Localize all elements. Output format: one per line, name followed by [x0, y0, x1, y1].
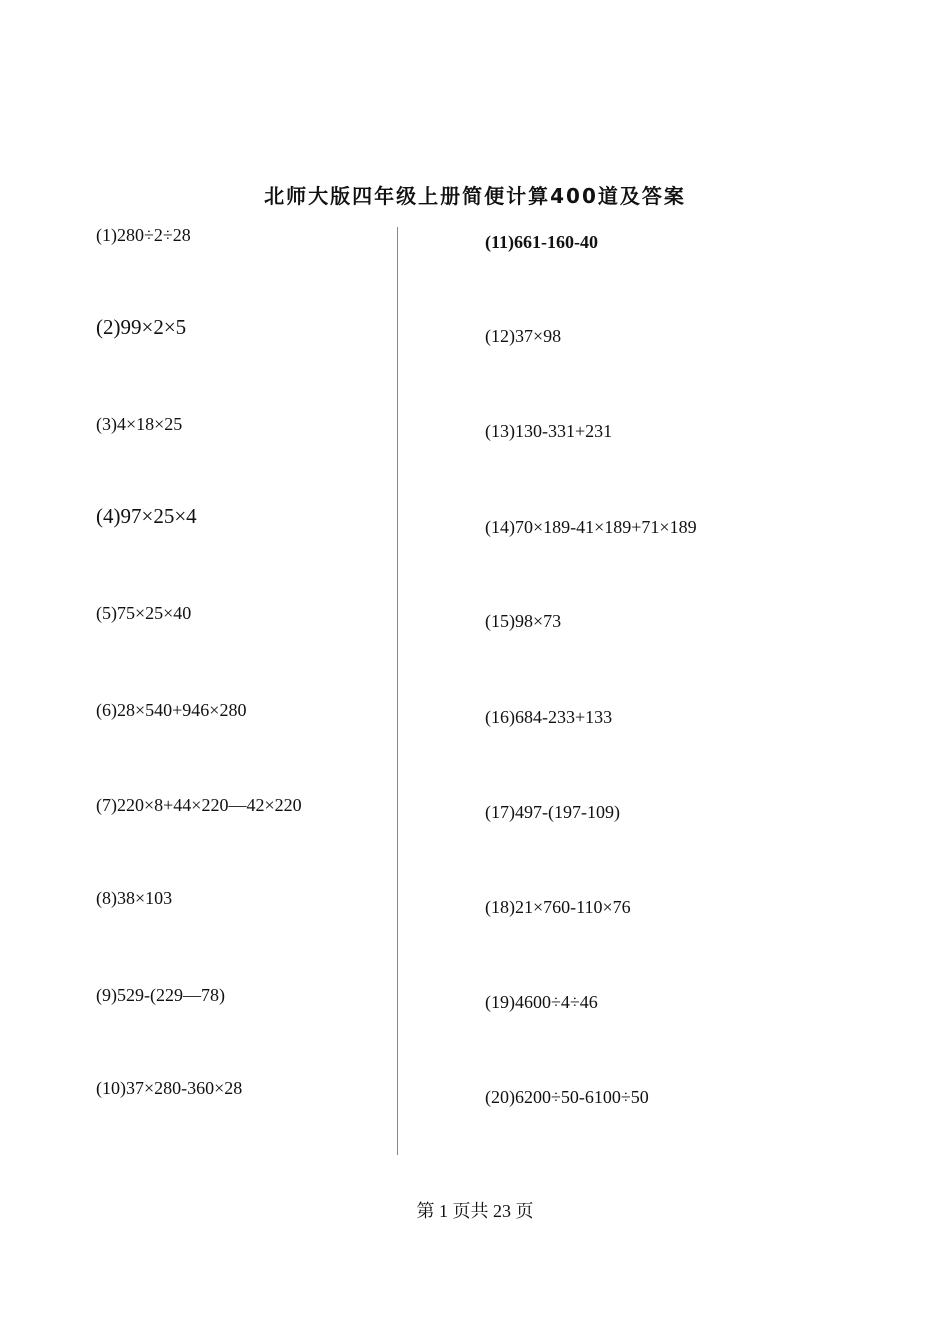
problem-19: (19)4600÷4÷46: [485, 992, 598, 1012]
problem-5: (5)75×25×40: [96, 603, 192, 623]
problem-6: (6)28×540+946×280: [96, 700, 247, 720]
page-title: 北师大版四年级上册简便计算400道及答案: [264, 184, 686, 208]
problem-12: (12)37×98: [485, 326, 562, 346]
problem-2: (2)99×2×5: [96, 315, 187, 339]
page-footer: 第 1 页共 23 页: [416, 1201, 534, 1221]
problem-9: (9)529-(229—78): [96, 985, 225, 1005]
problem-18: (18)21×760-110×76: [485, 897, 631, 917]
problem-13: (13)130-331+231: [485, 421, 613, 441]
problem-15: (15)98×73: [485, 611, 562, 631]
problem-20: (20)6200÷50-6100÷50: [485, 1087, 649, 1107]
problem-4: (4)97×25×4: [96, 504, 197, 528]
problem-17: (17)497-(197-109): [485, 802, 620, 822]
problem-10: (10)37×280-360×28: [96, 1078, 243, 1098]
problem-8: (8)38×103: [96, 888, 173, 908]
column-divider: [397, 227, 398, 1155]
problem-16: (16)684-233+133: [485, 707, 613, 727]
problem-1: (1)280÷2÷28: [96, 225, 191, 245]
problem-7: (7)220×8+44×220—42×220: [96, 795, 302, 815]
problem-3: (3)4×18×25: [96, 414, 183, 434]
problem-14: (14)70×189-41×189+71×189: [485, 517, 697, 537]
problem-11: (11)661-160-40: [485, 232, 598, 252]
